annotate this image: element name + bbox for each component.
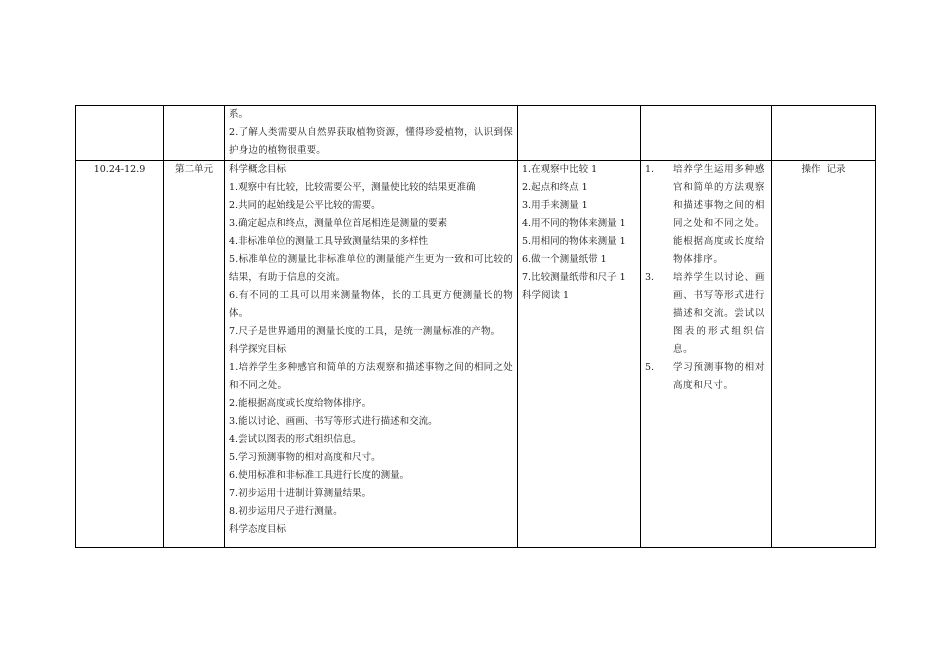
- lessons-cell-empty: [518, 106, 641, 161]
- lesson-item: 1.在观察中比较 1: [522, 164, 598, 175]
- content-line: 5.标准单位的测量比非标准单位的测量能产生更为一致和可比较的结果，有助于信息的交流。: [229, 254, 513, 283]
- goal-number: 3.: [645, 272, 655, 283]
- lesson-item: 4.用不同的物体来测量 1: [522, 218, 626, 229]
- lesson-item: 7.比较测量纸带和尺子 1: [522, 272, 626, 283]
- unit-row: [76, 161, 876, 548]
- unit-cell-empty: [164, 106, 225, 161]
- content-line: 2.了解人类需要从自然界获取植物资源，懂得珍爱植物，认识到保护身边的植物很重要。: [229, 127, 513, 156]
- lesson-item: 5.用相同的物体来测量 1: [522, 236, 626, 247]
- content-cell: [225, 106, 518, 161]
- content-line: 8.初步运用尺子进行测量。: [229, 506, 343, 517]
- lessons-cell: [518, 161, 641, 548]
- content-line: 1.培养学生多种感官和简单的方法观察和描述事物之间的相同之处和不同之处。: [229, 362, 513, 391]
- content-line: 7.初步运用十进制计算测量结果。: [229, 488, 372, 499]
- goal-number: 1.: [645, 164, 655, 175]
- content-line: 3.能以讨论、画画、书写等形式进行描述和交流。: [229, 416, 438, 427]
- content-line: 1.观察中有比较，比较需要公平，测量使比较的结果更准确: [229, 182, 476, 193]
- content-line: 5.学习预测事物的相对高度和尺寸。: [229, 452, 381, 463]
- content-line: 2.共同的起始线是公平比较的需要。: [229, 200, 381, 211]
- goal-text: 培养学生以讨论、画画、书写等形式进行描述和交流。尝试以图表的形式组织信息。: [673, 272, 765, 355]
- goal-item: [641, 161, 771, 269]
- content-line: 7.尺子是世界通用的测量长度的工具，是统一测量标准的产物。: [229, 326, 501, 337]
- evaluation-cell-empty: [772, 106, 876, 161]
- lesson-item: 2.起点和终点 1: [522, 182, 588, 193]
- teaching-plan-table: [75, 105, 876, 548]
- lesson-item: 科学阅读 1: [522, 290, 570, 301]
- date-cell: 10.24-12.9: [76, 161, 164, 548]
- goals-cell-empty: [641, 106, 772, 161]
- lesson-item: 6.做一个测量纸带 1: [522, 254, 607, 265]
- goal-item: [641, 359, 771, 395]
- evaluation-cell: 操作 记录: [772, 161, 876, 548]
- content-line: 系。: [229, 109, 249, 120]
- goal-item: [641, 269, 771, 359]
- content-cell: [225, 161, 518, 548]
- content-line: 6.使用标准和非标准工具进行长度的测量。: [229, 470, 410, 481]
- content-line: 6.有不同的工具可以用来测量物体，长的工具更方便测量长的物体。: [229, 290, 513, 319]
- section-heading: 科学态度目标: [229, 524, 287, 535]
- date-cell-empty: [76, 106, 164, 161]
- unit-cell: 第二单元: [164, 161, 225, 548]
- lesson-item: 3.用手来测量 1: [522, 200, 588, 211]
- content-line: 3.确定起点和终点，测量单位首尾相连是测量的要素: [229, 218, 448, 229]
- goal-number: 5.: [645, 362, 655, 373]
- content-line: 2.能根据高度或长度给物体排序。: [229, 398, 372, 409]
- continuation-row: [76, 106, 876, 161]
- goal-text: 培养学生运用多种感官和简单的方法观察和描述事物之间的相同之处和不同之处。能根据高度或长度给物体排序。: [673, 164, 765, 265]
- goal-text: 学习预测事物的相对高度和尺寸。: [673, 362, 765, 391]
- section-heading: 科学概念目标: [229, 164, 287, 175]
- section-heading: 科学探究目标: [229, 344, 287, 355]
- content-line: 4.尝试以图表的形式组织信息。: [229, 434, 362, 445]
- goals-cell: [641, 161, 772, 548]
- content-line: 4.非标准单位的测量工具导致测量结果的多样性: [229, 236, 429, 247]
